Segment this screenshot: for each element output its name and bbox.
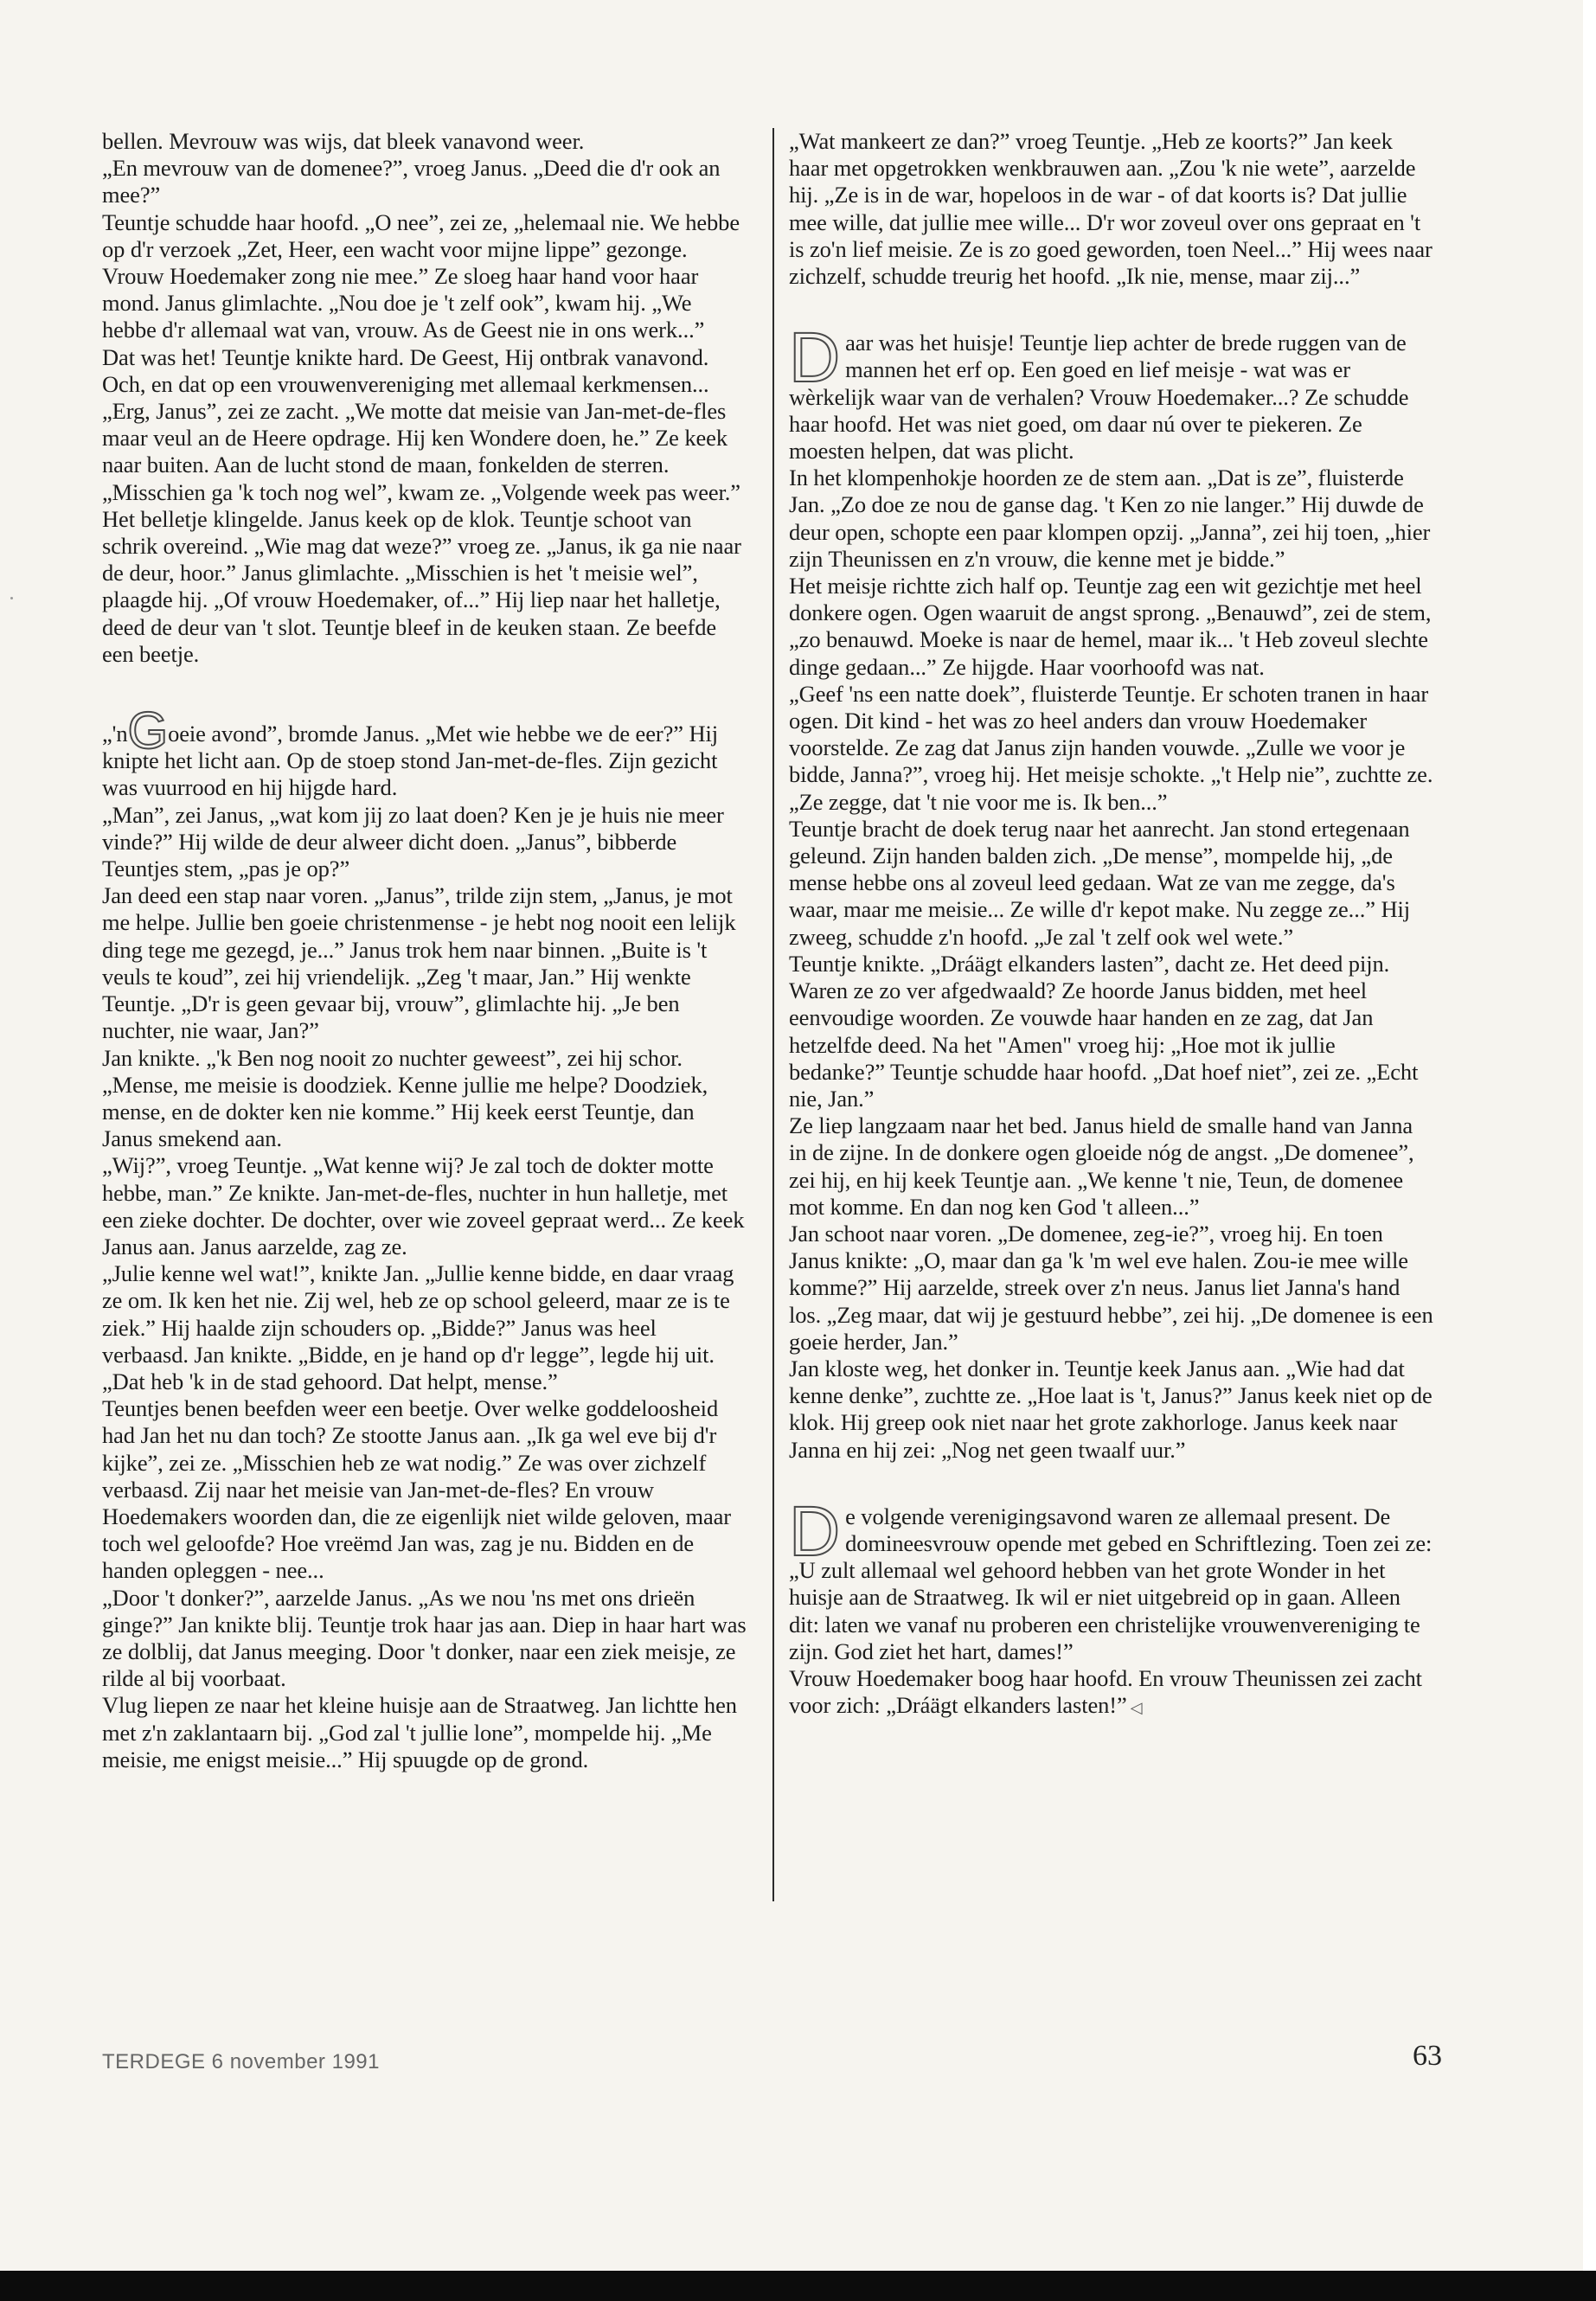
paragraph: Vlug liepen ze naar het kleine huisje aan de Straatweg. Jan lichtte hen met z'n zaklantaarn bij. „God zal 't jullie lone”, mompelde hij. „Me meisie, me enigst meisie...” Hij spuugde op de grond.	[102, 1692, 737, 1772]
section-opening-paragraph	[789, 1491, 1433, 1665]
paragraph: Teuntjes benen beefden weer een beetje. Over welke goddeloosheid had Jan het nu dan toch? Ze stootte Janus aan. „Ik ga wel eve bij d'r kijke”, zei ze. „Misschien heb ze wat nodig.” Ze was over zichzelf verbaasd. Zij naar het meisie van Jan-met-de-fles? En vrouw Hoedemakers woorden dan, die ze eigenlijk niet wilde geloven, maar toch wel geloofde? Hoe vreëmd Jan was, zag je nu. Bidden en de handen opleggen - nee...	[102, 1395, 732, 1584]
paragraph: Ze liep langzaam naar het bed. Janus hield de smalle hand van Janna in de zijne. In de donkere ogen gloeide nóg de angst. „De domenee”, zei hij, en hij keek Teuntje aan. „We kenne 't nie, Teun, de domenee mot komme. En dan nog ken God 't alleen...”	[789, 1112, 1414, 1220]
paragraph: Dat was het! Teuntje knikte hard. De Geest, Hij ontbrak vanavond. Och, en dat op een vrouwenvereniging met allemaal kerkmensen... „Erg, Janus”, zei ze zacht. „We motte dat meisie van Jan-met-de-fles maar veul an de Heere opdrage. Hij ken Wondere doen, he.” Ze keek naar buiten. Aan de lucht stond de maan, fonkelden de sterren. „Misschien ga 'k toch nog wel”, kwam ze. „Volgende week pas weer.”	[102, 343, 740, 505]
page-right-margin	[1583, 0, 1596, 2301]
paragraph: Jan knikte. „'k Ben nog nooit zo nuchter geweest”, zei hij schor. „Mense, me meisie is doodziek. Kenne jullie me helpe? Doodziek, mense, en de dokter ken nie komme.” Hij keek eerst Teuntje, dan Janus smekend aan.	[102, 1044, 708, 1152]
closing-paragraph	[789, 1665, 1433, 1721]
paragraph: Het belletje klingelde. Janus keek op de klok. Teuntje schoot van schrik overeind. „Wie mag dat weze?” vroeg ze. „Janus, ik ga nie naar de deur, hoor.” Janus glimlachte. „Misschien is het 't meisie wel”, plaagde hij. „Of vrouw Hoedemaker, of...” Hij liep naar het halletje, deed de deur van 't slot. Teuntje bleef in de keuken staan. Ze beefde een beetje.	[102, 505, 741, 667]
publication-footer: TERDEGE 6 november 1991	[102, 2050, 380, 2073]
paragraph: „Wij?”, vroeg Teuntje. „Wat kenne wij? Je zal toch de dokter motte hebbe, man.” Ze knikte. Jan-met-de-fles, nuchter in hun halletje, met een zieke dochter. De dochter, over wie zoveel gepraat werd... Ze keek Janus aan. Janus aarzelde, zag ze.	[102, 1152, 745, 1259]
section-break	[102, 668, 747, 718]
drop-cap-letter: D	[789, 318, 841, 398]
column-divider	[772, 128, 774, 1901]
paragraph-text: e volgende verenigingsavond waren ze allemaal present. De domineesvrouw opende met gebed en Schriftlezing. Toen zei ze: „U zult allemaal wel gehoord hebben van het grote Wonder in het huisje aan de Straatweg. Ik wil er niet uitgebreid op in gaan. Alleen dit: laten we vanaf nu proberen een christelijke vrouwenvereniging te zijn. God ziet het hart, dames!”	[789, 1503, 1433, 1664]
paragraph: Jan schoot naar voren. „De domenee, zeg-ie?”, vroeg hij. En toen Janus knikte: „O, maar dan ga 'k 'm wel eve halen. Zou-ie mee wille komme?” Hij aarzelde, streek over z'n neus. Janus liet Janna's hand los. „Zeg maar, dat wij je gestuurd hebbe”, zei hij. „De domenee is een goeie herder, Jan.”	[789, 1220, 1433, 1355]
paragraph: Jan deed een stap naar voren. „Janus”, trilde zijn stem, „Janus, je mot me helpe. Jullie ben goeie christenmense - je hebt nog nooit een lelijk ding tege me gezegd, je...” Janus trok hem naar binnen. „Buite is 't veuls te koud”, zei hij vriendelijk. „Zeg 't maar, Jan.” Hij wenkte Teuntje. „D'r is geen gevaar bij, vrouw”, glimlachte hij. „Je ben nuchter, nie waar, Jan?”	[102, 882, 736, 1044]
paragraph: „Julie kenne wel wat!”, knikte Jan. „Jullie kenne bidde, en daar vraag ze om. Ik ken het nie. Zij wel, heb ze op school geleerd, maar ze is te ziek.” Hij haalde zijn schouders op. „Bidde?” Janus was heel verbaasd. Jan knikte. „Bidde, en je hand op d'r legge”, legde hij uit. „Dat heb 'k in de stad gehoord. Dat helpt, mense.”	[102, 1260, 734, 1394]
paragraph-text: Vrouw Hoedemaker boog haar hoofd. En vrouw Theunissen zei zacht voor zich: „Dráägt elkanders lasten!”	[789, 1664, 1422, 1719]
paragraph: bellen. Mevrouw was wijs, dat bleek vanavond weer.	[102, 128, 585, 154]
section-opening-paragraph	[789, 318, 1433, 465]
page-number: 63	[1413, 2040, 1442, 2072]
paragraph: Teuntje knikte. „Dráägt elkanders lasten”, dacht ze. Het deed pijn. Waren ze zo ver afgedwaald? Ze hoorde Janus bidden, met heel eenvoudige woorden. Ze vouwde haar handen en ze zag, dat Jan hetzelfde deed. Na het "Amen" vroeg hij: „Hoe mot ik jullie bedanke?” Teuntje schudde haar hoofd. „Dat hoef niet”, zei ze. „Echt nie, Jan.”	[789, 950, 1419, 1112]
section-opening-paragraph	[102, 702, 747, 802]
paragraph-text: aar was het huisje! Teuntje liep achter de brede ruggen van de mannen het erf op. Een goed en lief meisje - wat was er wèrkelijk waar van de verhalen? Vrouw Hoedemaker...? Ze schudde haar hoofd. Het was niet goed, om daar nú over te piekeren. Ze moesten helpen, dat was plicht.	[789, 330, 1409, 465]
scan-bottom-border	[0, 2271, 1596, 2301]
paragraph: „Door 't donker?”, aarzelde Janus. „As we nou 'ns met ons drieën ginge?” Jan knikte blij. Teuntje trok haar jas aan. Diep in haar hart was ze dolblij, dat Janus meeging. Door 't donker, naar een ziek meisje, ze rilde al bij voorbaat.	[102, 1584, 747, 1692]
drop-cap-letter: D	[789, 1491, 841, 1571]
paragraph: „Wat mankeert ze dan?” vroeg Teuntje. „Heb ze koorts?” Jan keek haar met opgetrokken wenkbrauwen aan. „Zou 'k nie wete”, aarzelde hij. „Ze is in de war, hopeloos in de war - of dat koorts is? Dat jullie mee wille, dat jullie mee wille... D'r wor zoveul over ons gepraat en 't is zo'n lief meisie. Ze is zo goed geworden, toen Neel...” Hij wees naar zichzelf, schudde treurig het hoofd. „Ik nie, mense, maar zij...”	[789, 128, 1433, 290]
paragraph: In het klompenhokje hoorden ze de stem aan. „Dat is ze”, fluisterde Jan. „Zo doe ze nou de ganse dag. 't Ken zo nie langer.” Hij duwde de deur open, schopte een paar klompen opzij. „Janna”, zei hij toen, „hier zijn Theunissen en z'n vrouw, die kenne met je bidde.”	[789, 465, 1431, 572]
paragraph: Teuntje schudde haar hoofd. „O nee”, zei ze, „helemaal nie. We hebbe op d'r verzoek „Zet, Heer, een wacht voor mijne lippe” gezonge. Vrouw Hoedemaker zong nie mee.” Ze sloeg haar hand voor haar mond. Janus glimlachte. „Nou doe je 't zelf ook”, kwam hij. „We hebbe d'r allemaal wat van, vrouw. As de Geest nie in ons werk...”	[102, 208, 740, 343]
paragraph: Jan kloste weg, het donker in. Teuntje keek Janus aan. „Wie had dat kenne denke”, zuchtte ze. „Hoe laat is 't, Janus?” Janus keek niet op de klok. Hij greep ook niet naar het grote zakhorloge. Janus keek naar Janna en hij zei: „Nog net geen twaalf uur.”	[789, 1355, 1433, 1463]
scan-speck	[10, 597, 13, 599]
opening-quote: „'n	[102, 721, 128, 747]
paragraph: „En mevrouw van de domenee?”, vroeg Janus. „Deed die d'r ook an mee?”	[102, 155, 721, 208]
paragraph: „Geef 'ns een natte doek”, fluisterde Teuntje. Er schoten tranen in haar ogen. Dit kind - het was zo heel anders dan vrouw Hoedemaker voorstelde. Ze zag dat Janus zijn handen vouwde. „Zulle we voor je bidde, Janna?”, vroeg hij. Het meisje schokte. „'t Help nie”, zuchtte ze. „Ze zegge, dat 't nie voor me is. Ik ben...”	[789, 680, 1433, 815]
right-column	[789, 128, 1433, 1721]
paragraph-text: oeie avond”, bromde Janus. „Met wie hebbe we de eer?” Hij knipte het licht aan. Op de stoep stond Jan-met-de-fles. Zijn gezicht was vuurrood en hij hijgde hard.	[102, 721, 719, 801]
paragraph: Het meisje richtte zich half op. Teuntje zag een wit gezichtje met heel donkere ogen. Ogen waaruit de angst sprong. „Benauwd”, zei de stem, „zo benauwd. Moeke is naar de hemel, maar ik... 't Heb zoveul slechte dinge gedaan...” Ze hijgde. Haar voorhoofd was nat.	[789, 573, 1432, 680]
end-of-article-icon: ◁	[1130, 1699, 1143, 1718]
section-break	[789, 1464, 1433, 1503]
paragraph: „Man”, zei Janus, „wat kom jij zo laat doen? Ken je je huis nie meer vinde?” Hij wilde de deur alweer dicht doen. „Janus”, bibberde Teuntjes stem, „pas je op?”	[102, 801, 724, 882]
section-break	[789, 290, 1433, 330]
paragraph: Teuntje bracht de doek terug naar het aanrecht. Jan stond ertegenaan geleund. Zijn handen balden zich. „De mense”, mompelde hij, „de mense hebbe ons al zoveul leed gedaan. Wat ze van me zegge, da's waar, maar me meisie... Ze wille d'r kepot make. Nu zegge ze...” Hij zweeg, schudde z'n hoofd. „Je zal 't zelf ook wel wete.”	[789, 815, 1411, 950]
drop-cap-letter: G	[127, 702, 169, 760]
left-column	[102, 128, 747, 1773]
